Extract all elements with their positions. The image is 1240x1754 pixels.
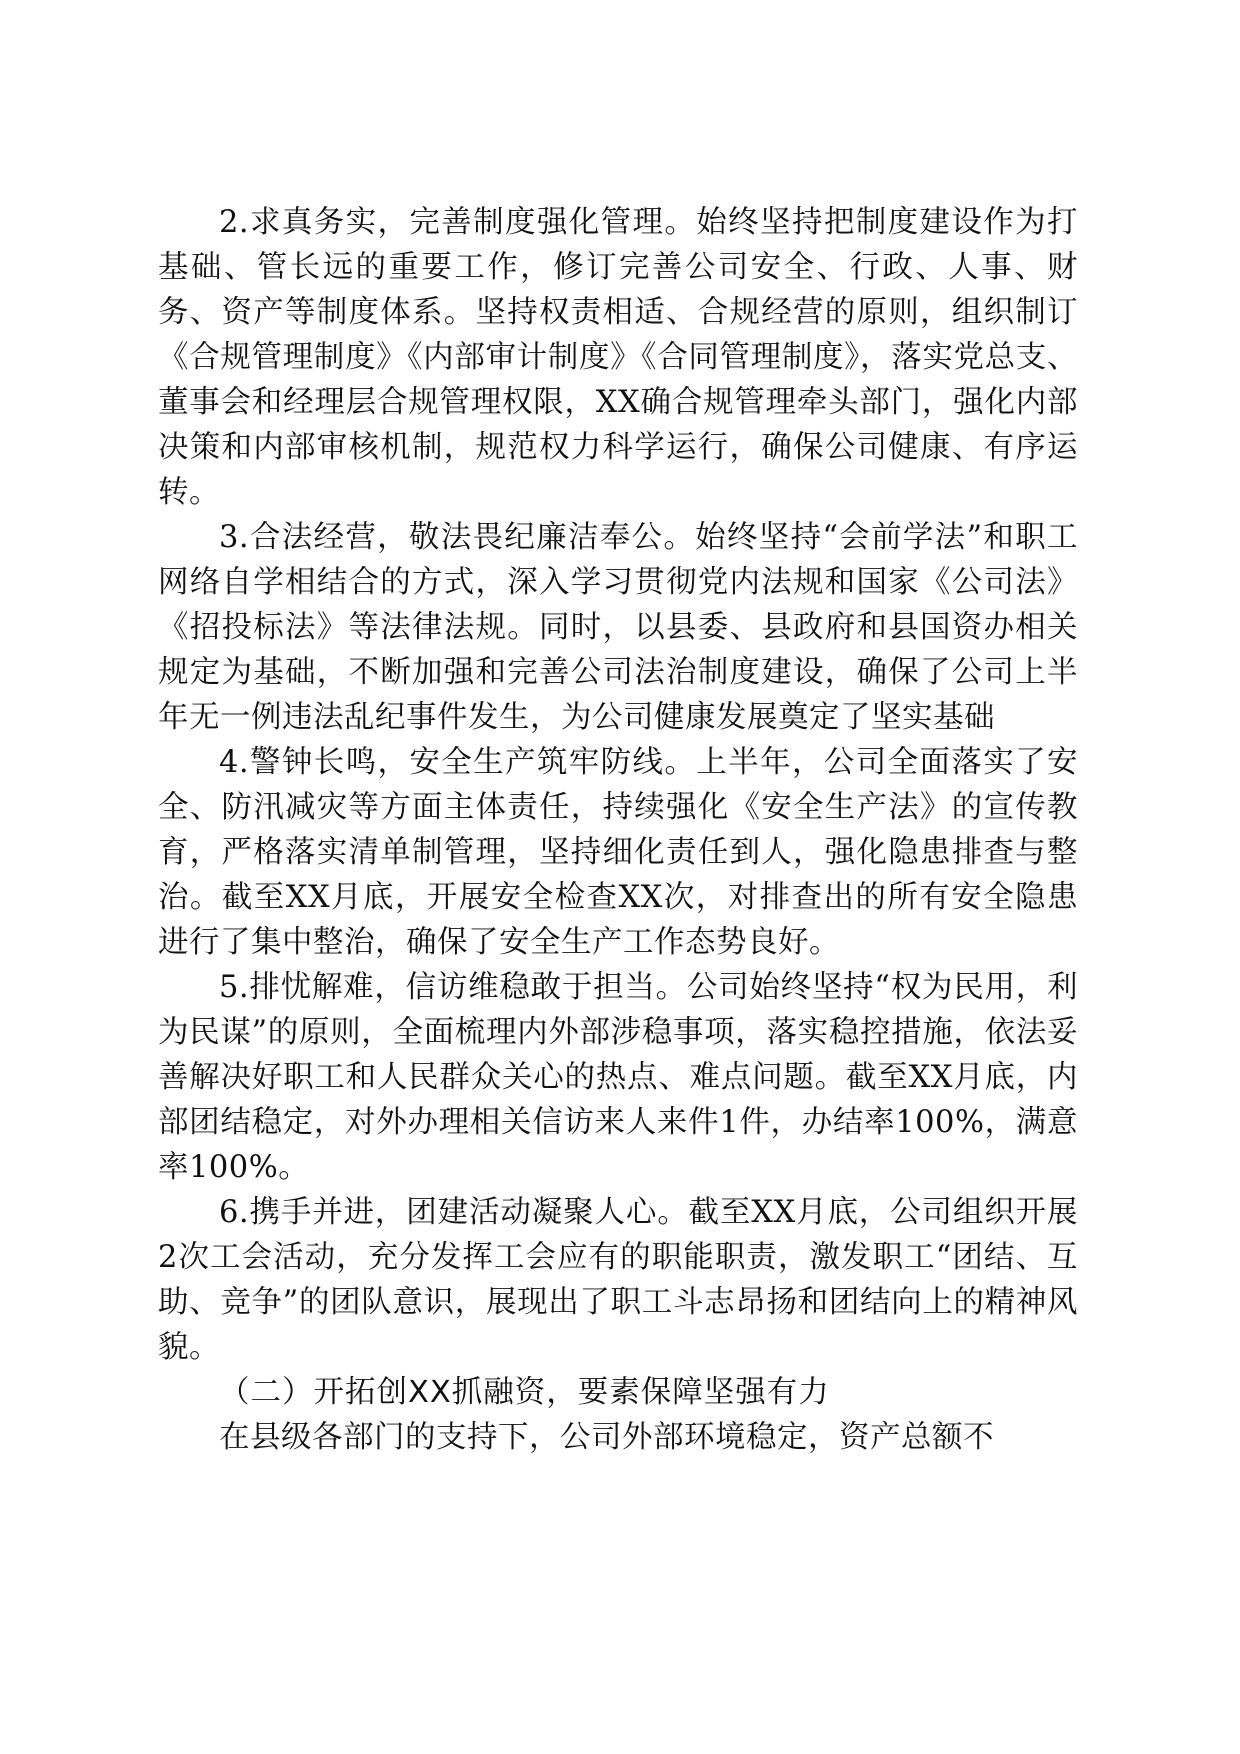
paragraph-legal-operation: 3.合法经营，敬法畏纪廉洁奉公。始终坚持“会前学法”和职工网络自学相结合的方式，深入学习贯彻党内法规和国家《公司法》《招投标法》等法律法规。同时，以县委、县政府和县国资办相关规定为基础，不断加强和完善公司法治制度建设，确保了公司上半年无一例违法乱纪事件发生，为公司健康发展奠定了坚实基础	[158, 520, 1078, 735]
document-body	[158, 200, 1078, 1460]
paragraph-team-building: 6.携手并进，团建活动凝聚人心。截至XX月底，公司组织开展2次工会活动，充分发挥工会应有的职能职责，激发职工“团结、互助、竞争”的团队意识，展现出了职工斗志昂扬和团结向上的精神风貌。	[158, 1195, 1078, 1365]
paragraph-institution-management: 2.求真务实，完善制度强化管理。始终坚持把制度建设作为打基础、管长远的重要工作，修订完善公司安全、行政、人事、财务、资产等制度体系。坚持权责相适、合规经营的原则，组织制订《合规管理制度》《内部审计制度》《合同管理制度》，落实党总支、董事会和经理层合规管理权限，XX确合规管理牵头部门，强化内部决策和内部审核机制，规范权力科学运行，确保公司健康、有序运转。	[158, 205, 1078, 510]
paragraph-safety-production: 4.警钟长鸣，安全生产筑牢防线。上半年，公司全面落实了安全、防汛减灾等方面主体责任，持续强化《安全生产法》的宣传教育，严格落实清单制管理，坚持细化责任到人，强化隐患排查与整治。截至XX月底，开展安全检查XX次，对排查出的所有安全隐患进行了集中整治，确保了安全生产工作态势良好。	[158, 745, 1078, 960]
section-heading: （二）开拓创XX抓融资，要素保障坚强有力	[219, 1375, 830, 1410]
paragraph-petition-stability: 5.排忧解难，信访维稳敢于担当。公司始终坚持“权为民用，利为民谋”的原则，全面梳理内外部涉稳事项，落实稳控措施，依法妥善解决好职工和人民群众关心的热点、难点问题。截至XX月底，内部团结稳定，对外办理相关信访来人来件1件，办结率100%，满意率100%。	[158, 970, 1078, 1185]
paragraph-financing-intro: 在县级各部门的支持下，公司外部环境稳定，资产总额不	[219, 1420, 994, 1455]
